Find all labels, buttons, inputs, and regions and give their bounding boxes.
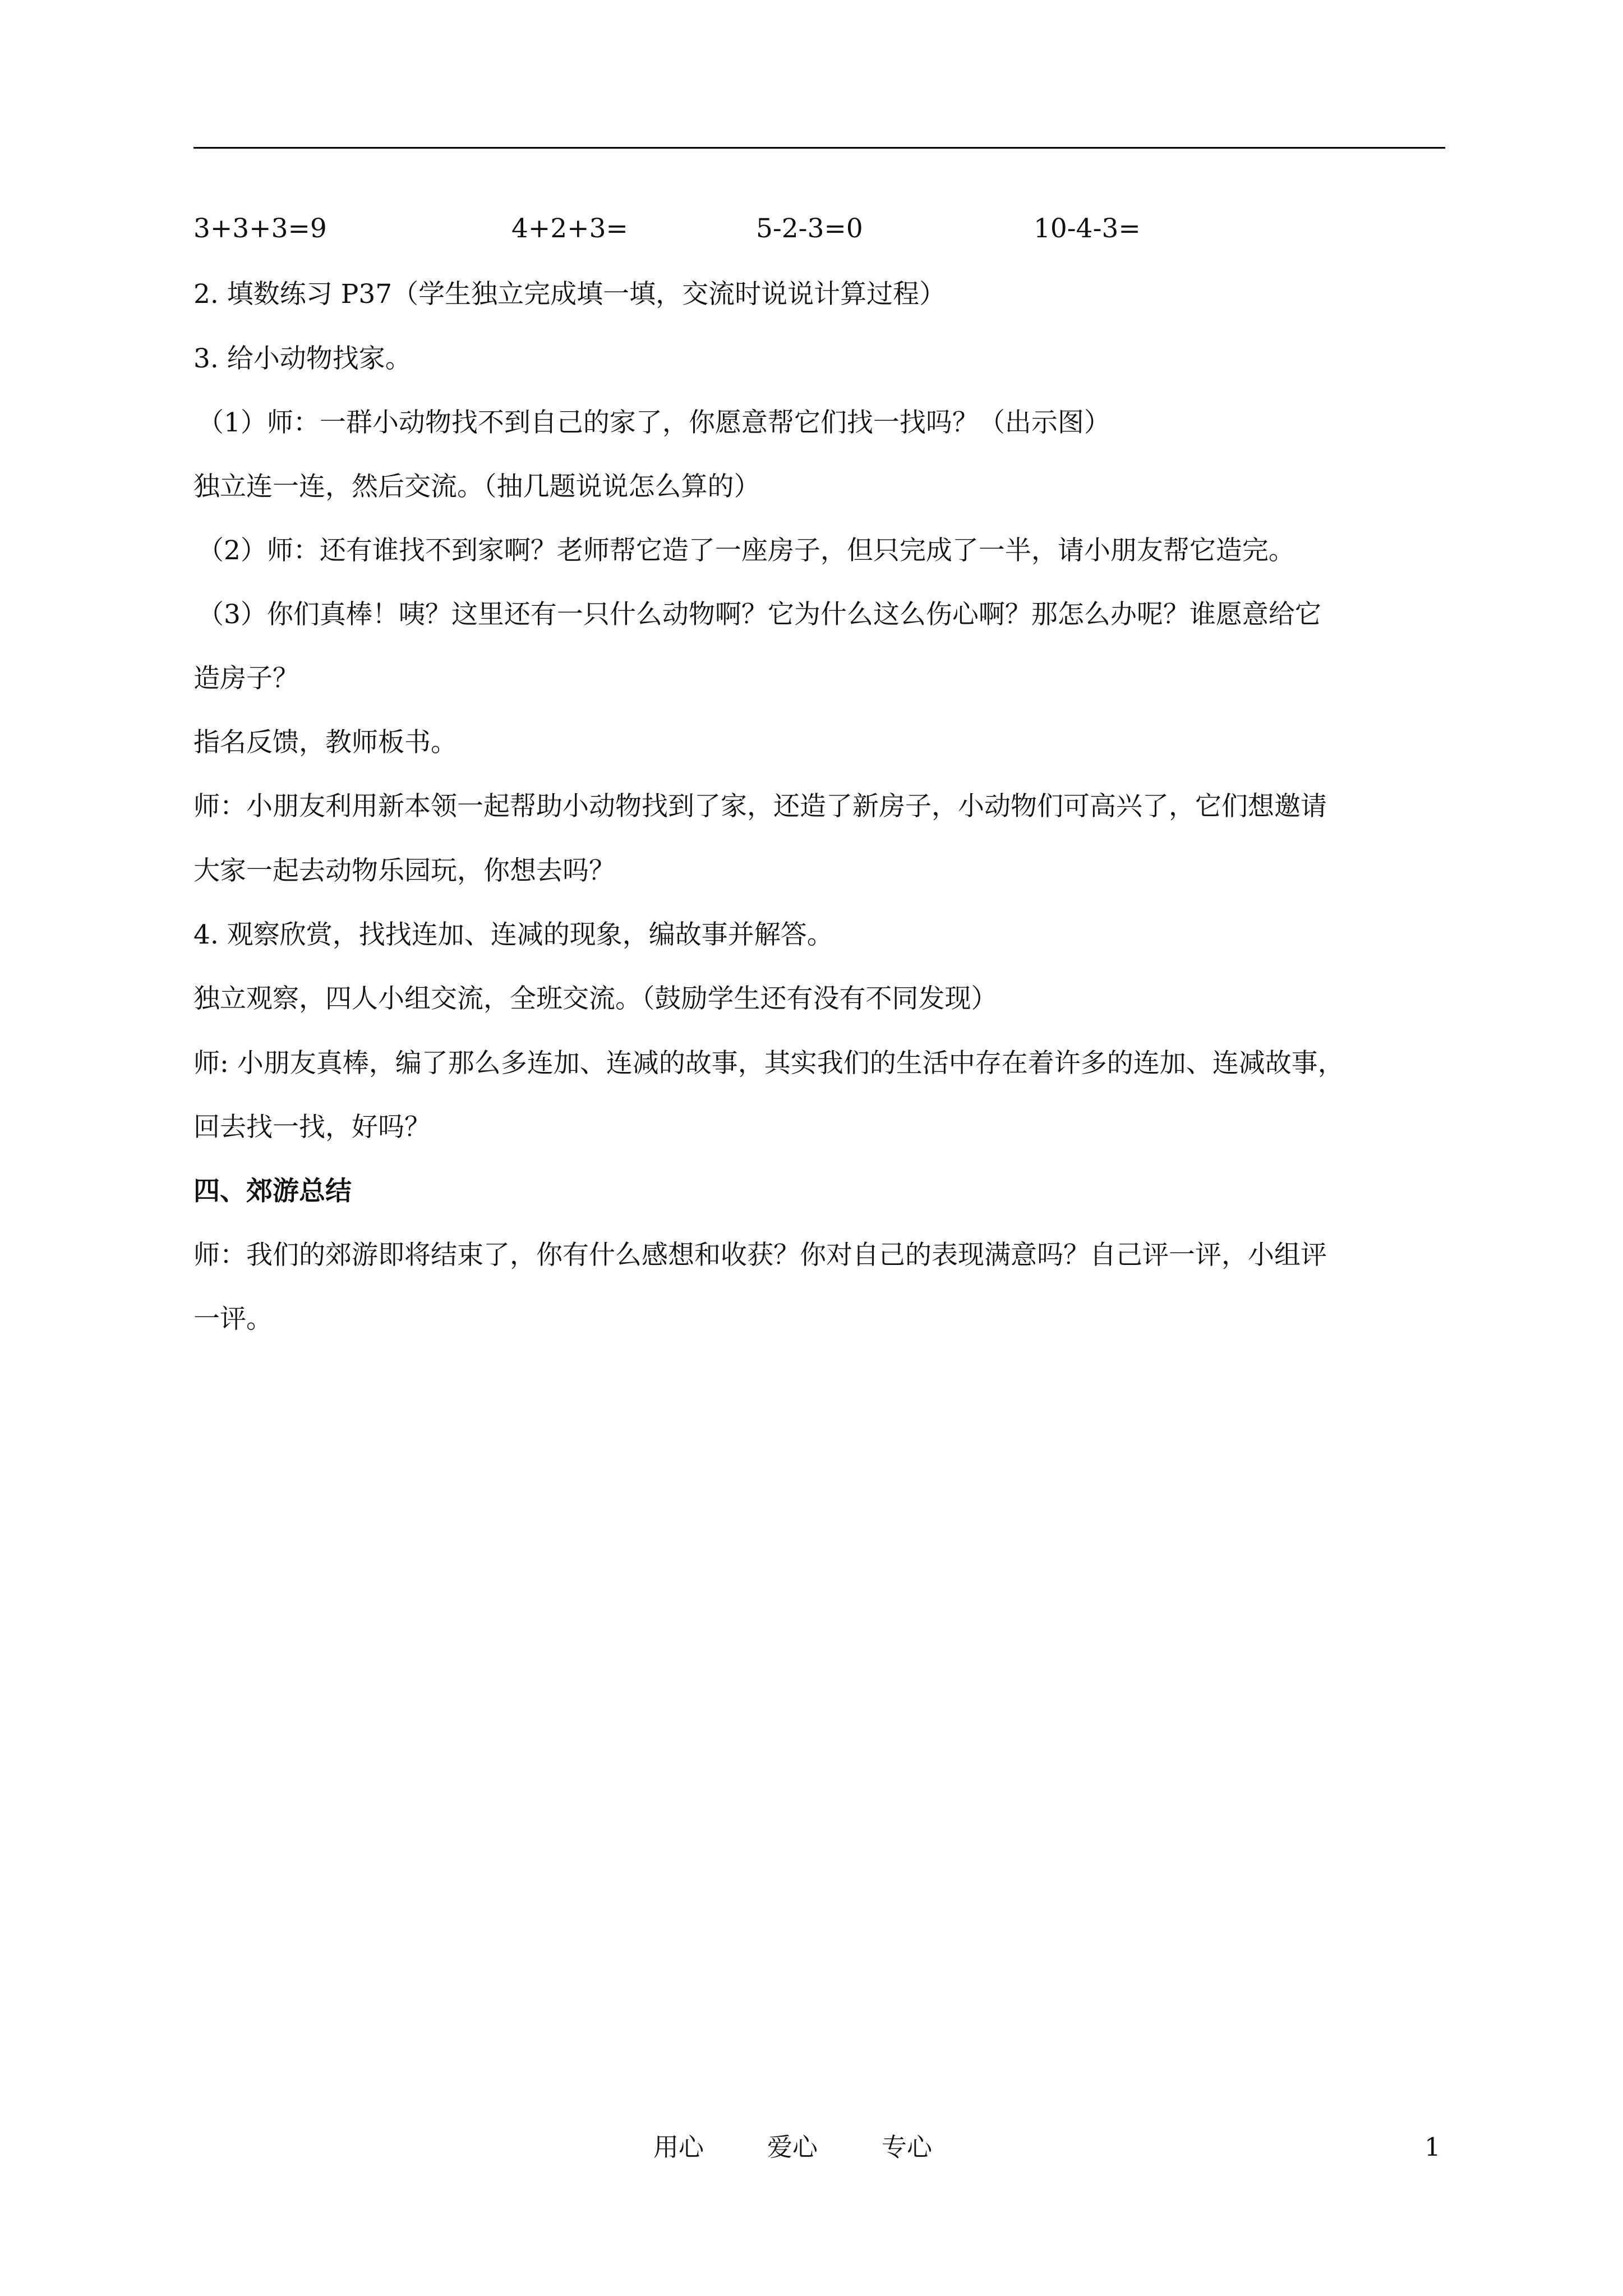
text-line: （1）师：一群小动物找不到自己的家了，你愿意帮它们找一找吗？（出示图） [197,407,1110,438]
text-line: （3）你们真棒！咦？这里还有一只什么动物啊？它为什么这么伤心啊？那怎么办呢？谁愿意给它 [197,599,1321,630]
equation-3: 5-2-3=0 [756,213,863,244]
text-line: 独立观察，四人小组交流，全班交流。（鼓励学生还有没有不同发现） [193,983,998,1014]
equation-4: 10-4-3= [1034,213,1141,244]
text-line: 2. 填数练习 P37（学生独立完成填一填，交流时说说计算过程） [193,279,946,310]
footer-motto-2: 爱心 [767,2132,818,2162]
header-rule [193,147,1445,149]
text-line: 4. 观察欣赏，找找连加、连减的现象，编故事并解答。 [193,919,833,950]
footer-motto-3: 专心 [882,2132,933,2162]
text-line: （2）师：还有谁找不到家啊？老师帮它造了一座房子，但只完成了一半，请小朋友帮它造完。 [197,535,1295,566]
text-line: 一评。 [193,1304,273,1335]
footer-motto-1: 用心 [653,2132,704,2162]
text-line: 独立连一连，然后交流。（抽几题说说怎么算的） [193,471,760,502]
text-line: 师：小朋友利用新本领一起帮助小动物找到了家，还造了新房子，小动物们可高兴了，它们想邀请 [193,791,1327,822]
text-line: 指名反馈，教师板书。 [193,727,457,758]
page-number: 1 [1424,2132,1441,2162]
section-heading: 四、郊游总结 [193,1176,352,1207]
text-line: 造房子？ [193,663,299,694]
text-line: 师: 小朋友真棒，编了那么多连加、连减的故事，其实我们的生活中存在着许多的连加、连减故事， [193,1048,1344,1079]
equation-2: 4+2+3= [511,213,628,244]
text-line: 回去找一找，好吗？ [193,1112,431,1143]
equation-1: 3+3+3=9 [193,213,327,244]
text-line: 师：我们的郊游即将结束了，你有什么感想和收获？你对自己的表现满意吗？自己评一评，小组评 [193,1240,1327,1271]
text-line: 大家一起去动物乐园玩，你想去吗？ [193,855,615,886]
text-line: 3. 给小动物找家。 [193,343,412,374]
